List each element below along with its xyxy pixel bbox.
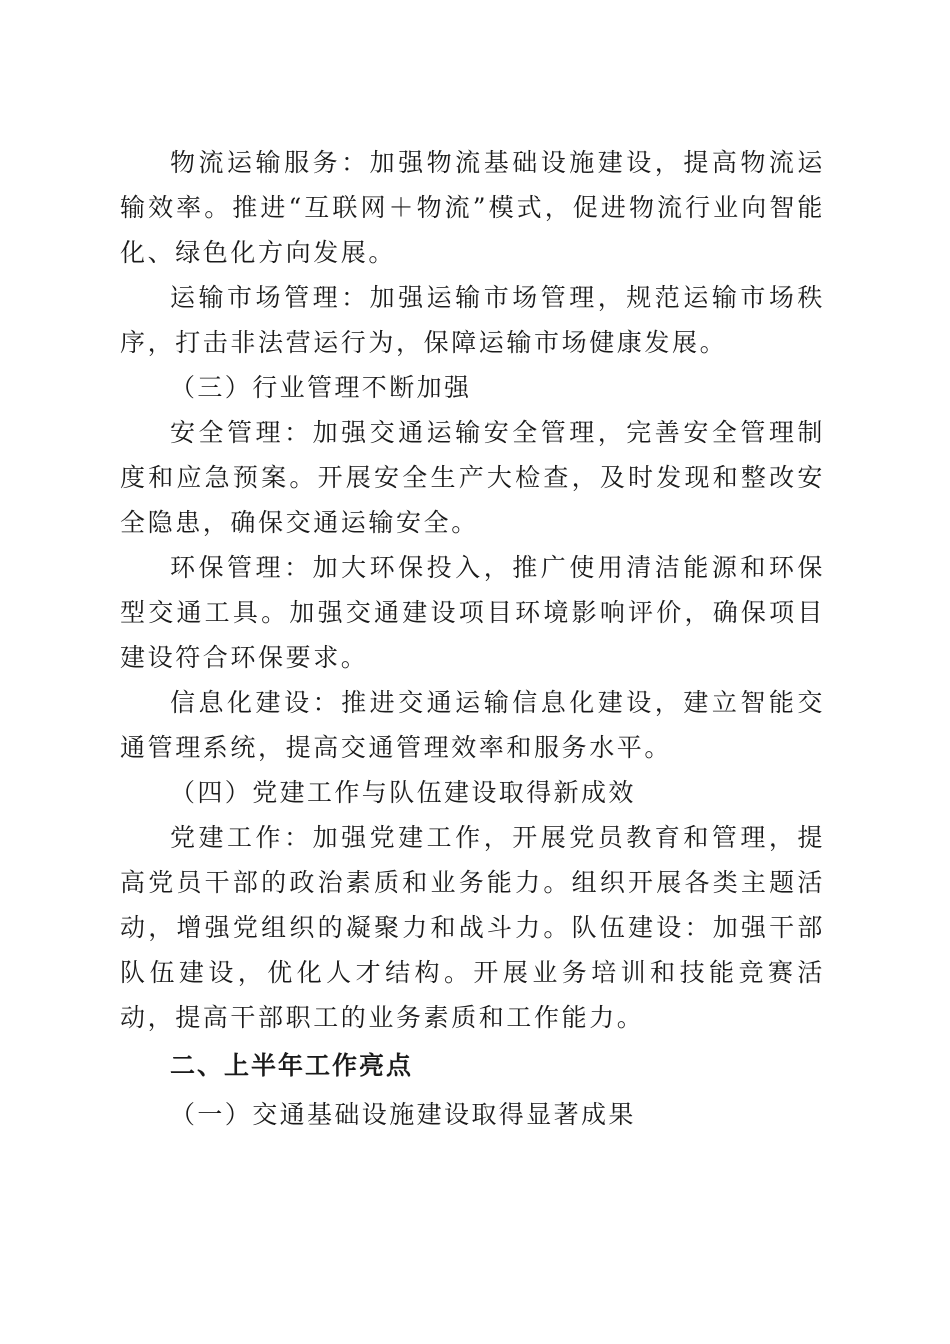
section-heading-industry-management: （三）行业管理不断加强 (170, 373, 472, 402)
paragraph-safety-management: 安全管理：加强交通运输安全管理，完善安全管理制度和应急预案。开展安全生产大检查，及时发现和整改安全隐患，确保交通运输安全。 (120, 418, 825, 537)
paragraph-logistics-service: 物流运输服务：加强物流基础设施建设，提高物流运输效率。推进“互联网＋物流”模式，促进物流行业向智能化、绿色化方向发展。 (120, 148, 825, 267)
document-body (120, 140, 825, 1137)
paragraph-environmental-management: 环保管理：加大环保投入，推广使用清洁能源和环保型交通工具。加强交通建设项目环境影响评价，确保项目建设符合环保要求。 (120, 553, 825, 672)
paragraph-market-management: 运输市场管理：加强运输市场管理，规范运输市场秩序，打击非法营运行为，保障运输市场健康发展。 (120, 283, 825, 357)
section-heading-party-building: （四）党建工作与队伍建设取得新成效 (170, 778, 636, 807)
paragraph-informatization: 信息化建设：推进交通运输信息化建设，建立智能交通管理系统，提高交通管理效率和服务水平。 (120, 688, 825, 762)
chapter-heading-highlights: 二、上半年工作亮点 (170, 1051, 414, 1080)
paragraph-party-team-building: 党建工作：加强党建工作，开展党员教育和管理，提高党员干部的政治素质和业务能力。组织开展各类主题活动，增强党组织的凝聚力和战斗力。队伍建设：加强干部队伍建设，优化人才结构。开展业务培训和技能竞赛活动，提高干部职工的业务素质和工作能力。 (120, 823, 825, 1032)
section-heading-infrastructure-results: （一）交通基础设施建设取得显著成果 (170, 1100, 636, 1129)
